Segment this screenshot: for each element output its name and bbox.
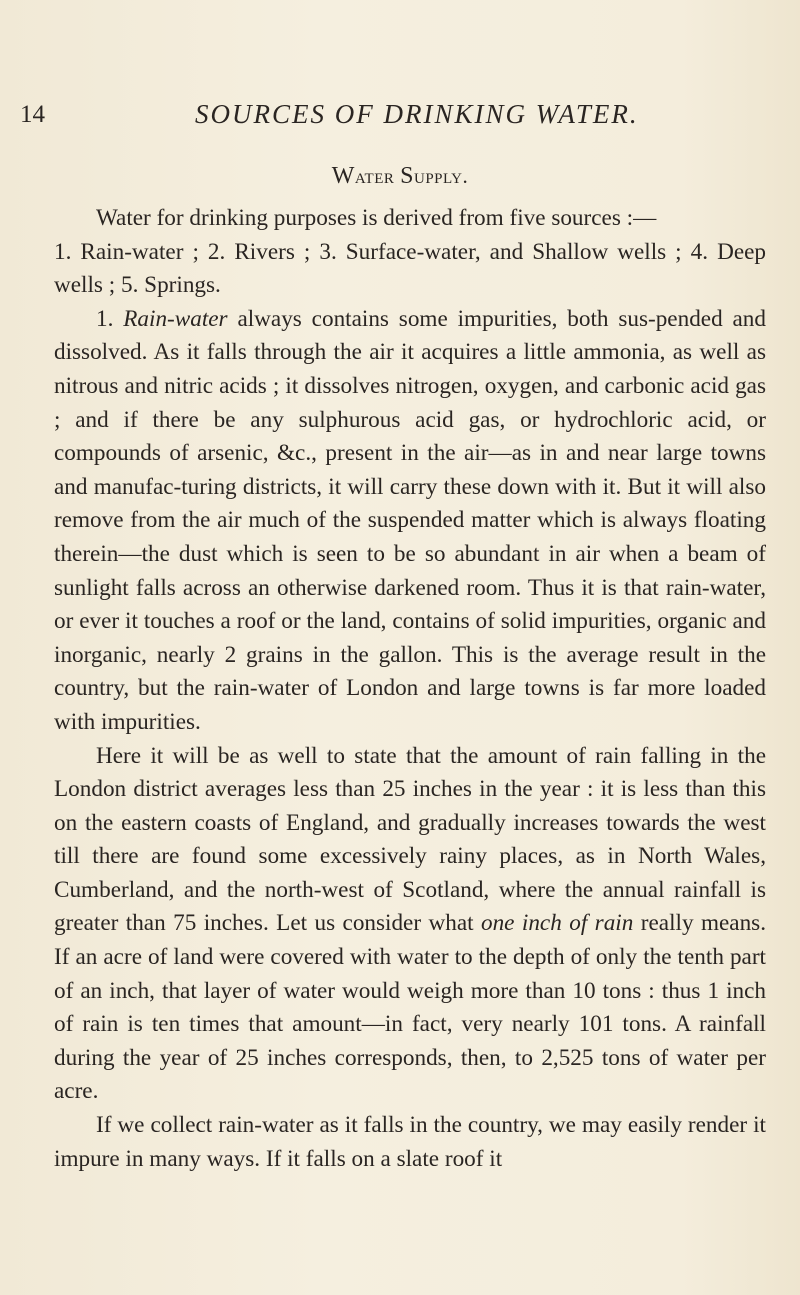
body-text <box>54 202 766 1176</box>
paragraph-rain-water <box>54 303 766 740</box>
paragraph-intro: Water for drinking purposes is derived from five sources :— <box>96 205 657 231</box>
section-title-initial-1: W <box>331 163 355 189</box>
section-title-initial-2: S <box>400 163 414 189</box>
paragraph-sources-list: 1. Rain-water ; 2. Rivers ; 3. Surface-water, and Shallow wells ; 4. Deep wells ; 5. Springs. <box>54 238 766 299</box>
one-inch-of-rain-emphasis: one inch of rain <box>480 910 634 937</box>
paragraph-collecting: If we collect rain-water as it falls in the country, we may easily render it impure in many ways. If it falls on a slate roof it <box>54 1112 766 1172</box>
page-number: 14 <box>20 101 45 128</box>
list-number: 1. <box>96 305 114 332</box>
rainfall-text-b: really means. If an acre of land were covered with water to the depth of only the tenth part of an inch, that layer of water would weigh more than 10 tons : thus 1 inch of rain is ten times that amount—in fact, very nearly 101 tons. A rainfall during the year of 25 inches corresponds, then, to 2,525 tons of water per acre. <box>54 910 766 1105</box>
section-title-rest-2: upply. <box>414 164 469 188</box>
section-title-rest-1: ater <box>354 164 395 188</box>
rainfall-text-a: Here it will be as well to state that the amount of rain falling in the London district averages less than 25 inches in the year : it is less than this on the eastern coasts of England, and gradually increases towards the west till there are found some excessively rainy places, as in North Wales, Cumberland, and the north-west of Scotland, where the annual rainfall is greater than 75 inches. Let us consider what <box>54 742 766 937</box>
rain-water-term: Rain-water <box>123 305 228 332</box>
running-title: SOURCES OF DRINKING WATER. <box>195 99 639 129</box>
paragraph-rainfall <box>54 740 766 1110</box>
rain-water-text: always contains some impurities, both sus-pended and dissolved. As it falls through the air it acquires a little ammonia, as well as nitrous and nitric acids ; it dissolves nitrogen, oxygen, and carbonic acid gas ; and if there be any sulphurous acid gas, or hydrochloric acid, or compounds of arsenic, &c., present in the air—as in and near large towns and manufac-turing districts, it will carry these down with it. But it will also remove from the air much of the suspended matter which is always floating therein—the dust which is seen to be so abundant in air when a beam of sunlight falls across an otherwise darkened room. Thus it is that rain-water, or ever it touches a roof or the land, contains of solid impurities, organic and inorganic, nearly 2 grains in the gallon. This is the average result in the country, but the rain-water of London and large towns is far more loaded with impurities. <box>54 305 766 735</box>
section-title <box>0 163 800 190</box>
